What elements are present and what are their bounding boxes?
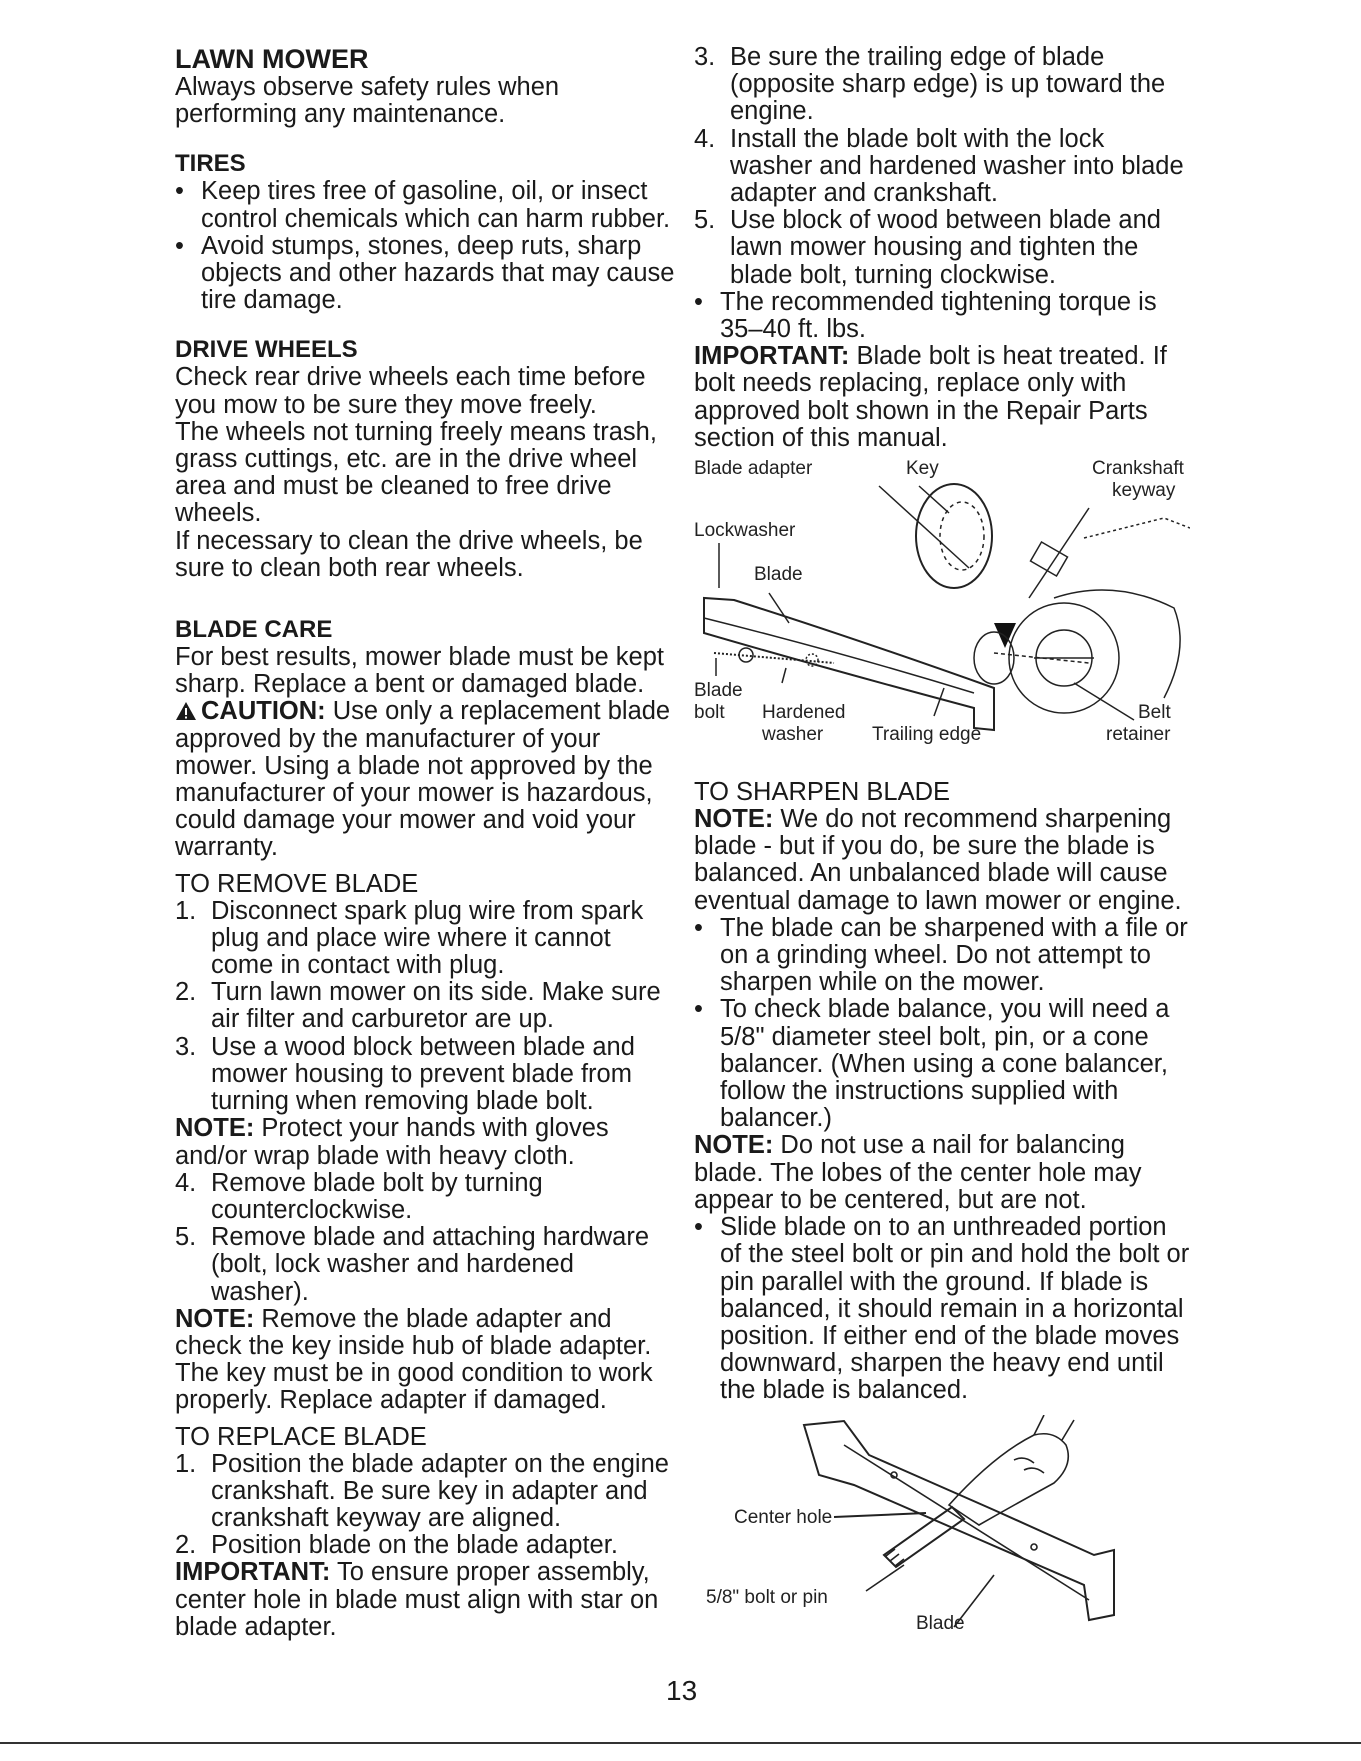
list-item: • Avoid stumps, stones, deep ruts, sharp objects and other hazards that may cause tire damage. — [175, 231, 675, 315]
list-item: • To check blade balance, you will need a 5/8" diameter steel bolt, pin, or a cone balancer. (When using a cone balancer, follow the instructions supplied with balancer.) — [694, 995, 1170, 1133]
list-item: 3. Be sure the trailing edge of blade (opposite sharp edge) is up toward the engine. — [694, 43, 1166, 126]
label-blade-bolt-1: Blade — [694, 680, 743, 702]
remove-steps-b — [175, 1170, 675, 1306]
replace-steps-a — [175, 1451, 675, 1560]
label-key: Key — [906, 458, 939, 480]
list-item: • Slide blade on to an unthreaded portion of the steel bolt or pin and hold the bolt or pin parallel with the ground. If blade is balanced, it should remain in a horizontal position. If either end of the blade moves downward, sharpen the heavy end until the blade is balanced. — [694, 1213, 1190, 1405]
blade-care-p1: For best results, mower blade must be kept sharp. Replace a bent or damaged blade. — [175, 643, 664, 699]
drive-wheels-heading: DRIVE WHEELS — [175, 336, 358, 364]
list-item: 1. Position the blade adapter on the engine crankshaft. Be sure key in adapter and crankshaft keyway are aligned. — [175, 1449, 669, 1532]
list-item: • Keep tires free of gasoline, oil, or insect control chemicals which can harm rubber. — [175, 177, 671, 233]
replace-blade-heading: TO REPLACE BLADE — [175, 1422, 427, 1451]
list-item: 3. Use a wood block between blade and mower housing to prevent blade from turning when removing blade bolt. — [175, 1032, 635, 1116]
replace-steps-b — [694, 44, 1190, 289]
label-belt: Belt — [1138, 702, 1171, 724]
label-washer: washer — [762, 724, 824, 746]
label-retainer: retainer — [1106, 724, 1171, 746]
label-trailing-edge: Trailing edge — [872, 724, 982, 746]
torque-list — [694, 289, 1190, 343]
tires-list — [175, 178, 675, 314]
list-item: 5. Use block of wood between blade and lawn mower housing and tighten the blade bolt, turning clockwise. — [694, 206, 1161, 289]
label-blade: Blade — [916, 1612, 965, 1634]
replace-important-2: IMPORTANT: Blade bolt is heat treated. If bolt needs replacing, replace only with approved bolt shown in the Repair Parts section of this manual. — [694, 342, 1167, 452]
blade-care-heading: BLADE CARE — [175, 616, 333, 644]
list-item: 4. Install the blade bolt with the lock washer and hardened washer into blade adapter and crankshaft. — [694, 124, 1184, 208]
sharpen-note-1: NOTE: We do not recommend sharpening blade - but if you do, be sure the blade is balanced. An unbalanced blade will cause eventual damage to lawn mower or engine. — [694, 805, 1182, 915]
label-blade-bolt-2: bolt — [694, 702, 725, 724]
right-column — [694, 44, 1190, 1635]
sharpen-list — [694, 915, 1190, 1133]
caution-label: CAUTION: — [201, 697, 326, 726]
drive-wheels-p1: Check rear drive wheels each time before you mow to be sure they move freely. — [175, 363, 646, 419]
replace-important-1: IMPORTANT: To ensure proper assembly, center hole in blade must align with star on blade adapter. — [175, 1558, 659, 1641]
list-item: • The recommended tightening torque is 35–40 ft. lbs. — [694, 287, 1157, 344]
label-bolt-or-pin: 5/8" bolt or pin — [706, 1586, 828, 1608]
remove-steps-a — [175, 898, 675, 1116]
label-keyway: keyway — [1112, 480, 1176, 502]
remove-blade-heading: TO REMOVE BLADE — [175, 869, 419, 898]
remove-note-1: NOTE: Protect your hands with gloves and/or wrap blade with heavy cloth. — [175, 1114, 609, 1170]
label-hardened: Hardened — [762, 702, 846, 724]
drive-wheels-p3: If necessary to clean the drive wheels, be sure to clean both rear wheels. — [175, 526, 643, 582]
page-number: 13 — [666, 1675, 698, 1706]
blade-balance-figure — [694, 1415, 1190, 1635]
remove-note-2: NOTE: Remove the blade adapter and check the key inside hub of blade adapter. The key must be in good condition to work properly. Replace adapter if damaged. — [175, 1304, 653, 1415]
lawn-mower-intro: Always observe safety rules when performing any maintenance. — [175, 73, 560, 129]
tires-heading: TIRES — [175, 150, 246, 178]
sharpen-blade-heading: TO SHARPEN BLADE — [694, 778, 951, 807]
bottom-rule — [0, 1742, 1361, 1744]
lawn-mower-heading: LAWN MOWER — [175, 44, 369, 74]
caution-text: Use only a replacement blade approved by the manufacturer of your mower. Using a blade not approved by the manufacturer of your mower is hazardous, could damage your mower and void your warranty. — [175, 697, 671, 862]
caution-paragraph — [175, 698, 675, 861]
warning-triangle-icon — [175, 701, 197, 721]
list-item: 1. Disconnect spark plug wire from spark plug and place wire where it cannot come in contact with plug. — [175, 896, 644, 980]
list-item: 4. Remove blade bolt by turning counterclockwise. — [175, 1168, 543, 1224]
list-item: 2. Turn lawn mower on its side. Make sure air filter and carburetor are up. — [175, 978, 661, 1034]
label-blade: Blade — [754, 564, 803, 586]
label-crankshaft: Crankshaft — [1092, 458, 1184, 480]
list-item: 5. Remove blade and attaching hardware (bolt, lock washer and hardened washer). — [175, 1223, 650, 1306]
sharpen-list-2 — [694, 1214, 1190, 1404]
list-item: • The blade can be sharpened with a file or on a grinding wheel. Do not attempt to sharpen while on the mower. — [694, 913, 1188, 997]
left-column — [175, 44, 675, 1641]
label-blade-adapter: Blade adapter — [694, 458, 813, 480]
label-center-hole: Center hole — [734, 1506, 833, 1528]
label-lockwasher: Lockwasher — [694, 520, 796, 542]
drive-wheels-p2: The wheels not turning freely means trash, grass cuttings, etc. are in the drive wheel area and must be cleaned to free drive wheels. — [175, 417, 657, 528]
blade-assembly-figure — [694, 458, 1190, 770]
sharpen-note-2: NOTE: Do not use a nail for balancing blade. The lobes of the center hole may appear to be centered, but are not. — [694, 1131, 1142, 1214]
list-item: 2. Position blade on the blade adapter. — [175, 1531, 618, 1560]
